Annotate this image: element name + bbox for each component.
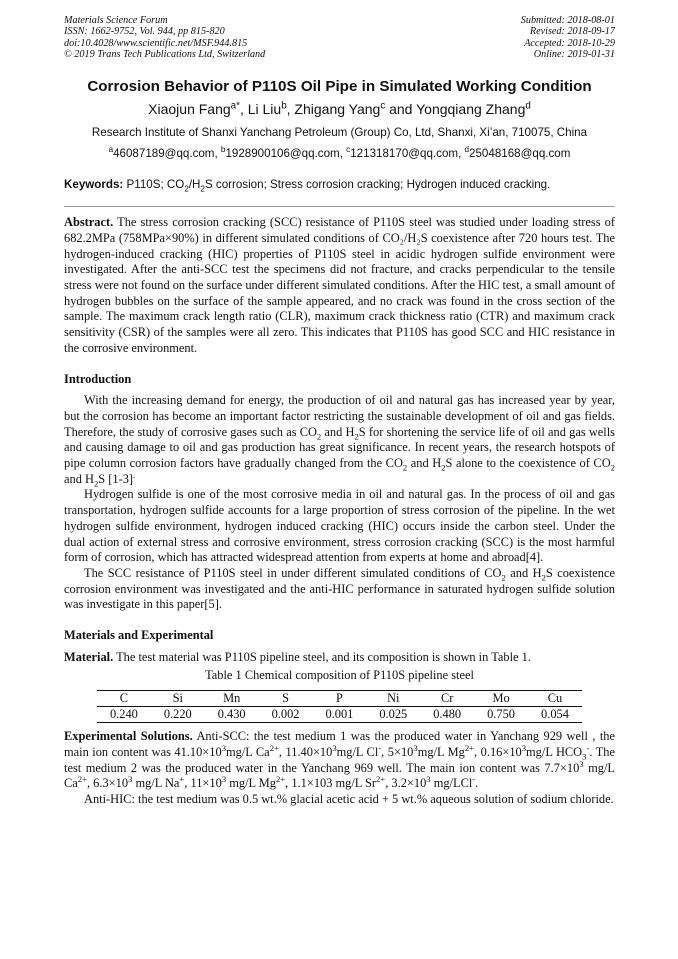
author-marker: a* [230, 100, 240, 112]
solutions-paragraph [64, 729, 615, 792]
email-link[interactable]: 25048168@qq.com [469, 147, 571, 161]
author-marker: d [525, 100, 531, 112]
table-cell: 0.025 [379, 707, 408, 722]
table-header-cell: S [282, 691, 290, 706]
email-link[interactable]: 46087189@qq.com [113, 147, 215, 161]
table-header-row [97, 691, 582, 707]
table-header-cell: C [119, 691, 129, 706]
date-online: Online: 2019-01-31 [533, 48, 615, 60]
material-paragraph [64, 650, 615, 666]
date-accepted: Accepted: 2018-10-29 [524, 37, 615, 49]
table-header-cell: Mn [223, 691, 241, 706]
abstract-text: The stress corrosion cracking (SCC) resistance of P110S steel was studied under loading stress of 682.2MPa (758MPa×90%) in different simulated conditions of CO₂/H₂S coexistence after 720 hours test. The hydrogen-induced cracking (HIC) properties of P110S steel in acidic hydrogen sulfide environment were investigated. After the anti-SCC test the specimens did not fracture, and cracks perpendicular to the tensile stress were not found on the surface under different simulated conditions. After the HIC test, a small amount of hydrogen bubbles on the surface of the sample appeared, and no crack was found in the cross section of the sample. The maximum crack length ratio (CLR), maximum crack thickness ratio (CTR) and maximum crack sensitivity (CSR) of the samples were all zero. This indicates that P110S has good SCC and HIC resistance in the corrosive environment. [64, 215, 616, 355]
abstract-label: Abstract. [64, 215, 114, 230]
intro-paragraph: Hydrogen sulfide is one of the most corrosive media in oil and natural gas. In the process of oil and gas transportation, hydrogen sulfide accounts for a large proportion of stress corrosion of the pipeline. In the wet hydrogen sulfide environment, hydrogen induced cracking (HIC) occurs inside the carbon steel. Under the dual action of external stress and corrosive environment, stress corrosion cracking (SCC) is the most harmful form of corrosion, which has attracted widespread attention from experts at home and abroad[4]. [64, 487, 615, 565]
anti-hic-paragraph: Anti-HIC: the test medium was 0.5 wt.% glacial acetic acid + 5 wt.% aqueous solution of sodium chloride. [84, 791, 614, 806]
email-link[interactable]: 121318170@qq.com [350, 147, 459, 161]
table-cell: 0.002 [271, 707, 300, 722]
date-submitted: Submitted: 2018-08-01 [520, 15, 615, 26]
table-cell: 0.001 [325, 707, 354, 722]
table-cell: 0.430 [217, 707, 246, 722]
table-header-cell: Ni [387, 691, 400, 706]
table-cell: 0.480 [433, 707, 462, 722]
material-label: Material. [64, 649, 114, 664]
abstract [64, 215, 615, 356]
solutions-label: Experimental Solutions. [64, 729, 193, 744]
author-marker: c [380, 100, 386, 112]
table-caption: Table 1 Chemical composition of P110S pipeline steel [205, 668, 474, 683]
divider [64, 206, 615, 207]
table-header-cell: Cr [440, 691, 454, 706]
author-name: Zhigang Yang [294, 101, 381, 118]
table-cell: 0.240 [109, 707, 138, 722]
journal-copyright: © 2019 Trans Tech Publications Ltd, Switzerland [64, 48, 266, 60]
solutions-text: Anti-SCC: the test medium 1 was the produced water in Yanchang 929 well , the main ion content was $41.10\times 10^3mg/L$ $Ca^{2+}$, $11.40\times 10^3mg/L$ Cl-, $5\times 10^3mg/L$ $Mg^{2+}$, $0.16\times 10^3mg/L$ $HCO_3^-$. The test medium 2 was the produced water in the Yanchang 969 well. The main ion content was $7.7\times 10^3$ mg/L $Ca^{2+}$, $6.3\times 10^3$ mg/L Na+, $11\times 10^3$ mg/L $Mg^{2+}$, 1.1×103 mg/L $Sr^{2+}$, $3.2\times 10^3$ mg/LCl-. [64, 729, 615, 791]
email-link[interactable]: 1928900106@qq.com [225, 147, 340, 161]
author-name: Xiaojun Fang [148, 101, 231, 118]
keywords [64, 178, 615, 192]
publication-dates [521, 15, 615, 60]
author-list: Xiaojun Fang$^{a*}$, Li Liu$^b$, Zhigang Yang$^c$ and Yongqiang Zhang$^d$ [148, 100, 531, 118]
table-header-cell: Mo [492, 691, 510, 706]
table-row [97, 707, 582, 723]
table-header-cell: Si [172, 691, 183, 706]
section-heading-introduction: Introduction [64, 371, 132, 386]
intro-paragraph: The SCC resistance of P110S steel in under different simulated conditions of $CO_2$ and $H_2S$ coexistence corrosion environment was investigated and the anti-HIC performance in saturated hydrogen sulfide solution was investigate in this paper[5]. [64, 565, 615, 612]
keywords-label: Keywords: [64, 178, 124, 192]
journal-header [64, 15, 615, 60]
section-heading-materials: Materials and Experimental [64, 628, 214, 643]
journal-info [64, 15, 265, 60]
paper-page [64, 12, 615, 808]
journal-name: Materials Science Forum [64, 15, 168, 26]
keywords-text: P110S; $CO_2/H_2S$ corrosion; Stress corrosion cracking; Hydrogen induced cracking. [126, 178, 551, 194]
email-list: $^a$46087189@qq.com, $^b$1928900106@qq.com, $^c$121318170@qq.com, $^d$25048168@qq.com [108, 145, 571, 161]
table-cell: 0.220 [163, 707, 192, 722]
table-header-cell: Cu [547, 691, 563, 706]
author-marker: b [281, 100, 287, 112]
table-cell: 0.054 [541, 707, 569, 722]
table-header-cell: P [335, 691, 343, 706]
intro-paragraph: With the increasing demand for energy, the production of oil and natural gas has increased year by year, but the corrosion has become an important factor restricting the sustainable development of oil and gas fields. Therefore, the study of corrosive gases such as $CO_2$ and $H_2S$ for shortening the service life of oil and gas wells and causing damage to oil and gas production has great significance. In recent years, the research hotspots of pipe column corrosion factors have gradually changed from the $CO_2$ and $H_2S$ alone to the coexistence of $CO_2$ and $H_2S$ [1-3]. [64, 393, 615, 489]
journal-doi: doi:10.4028/www.scientific.net/MSF.944.815 [64, 37, 248, 49]
table-cell: 0.750 [487, 707, 515, 722]
composition-table [97, 690, 582, 723]
affiliation: Research Institute of Shanxi Yanchang Petroleum (Group) Co, Ltd, Shanxi, Xi’an, 710075, China [91, 126, 588, 140]
paper-title: Corrosion Behavior of P110S Oil Pipe in Simulated Working Condition [87, 78, 592, 96]
material-text: The test material was P110S pipeline steel, and its composition is shown in Table 1. [116, 649, 531, 664]
journal-issn: ISSN: 1662-9752, Vol. 944, pp 815-820 [64, 26, 225, 38]
author-name: Li Liu [247, 101, 282, 118]
date-revised: Revised: 2018-09-17 [529, 26, 615, 38]
author-name: Yongqiang Zhang [416, 101, 526, 118]
